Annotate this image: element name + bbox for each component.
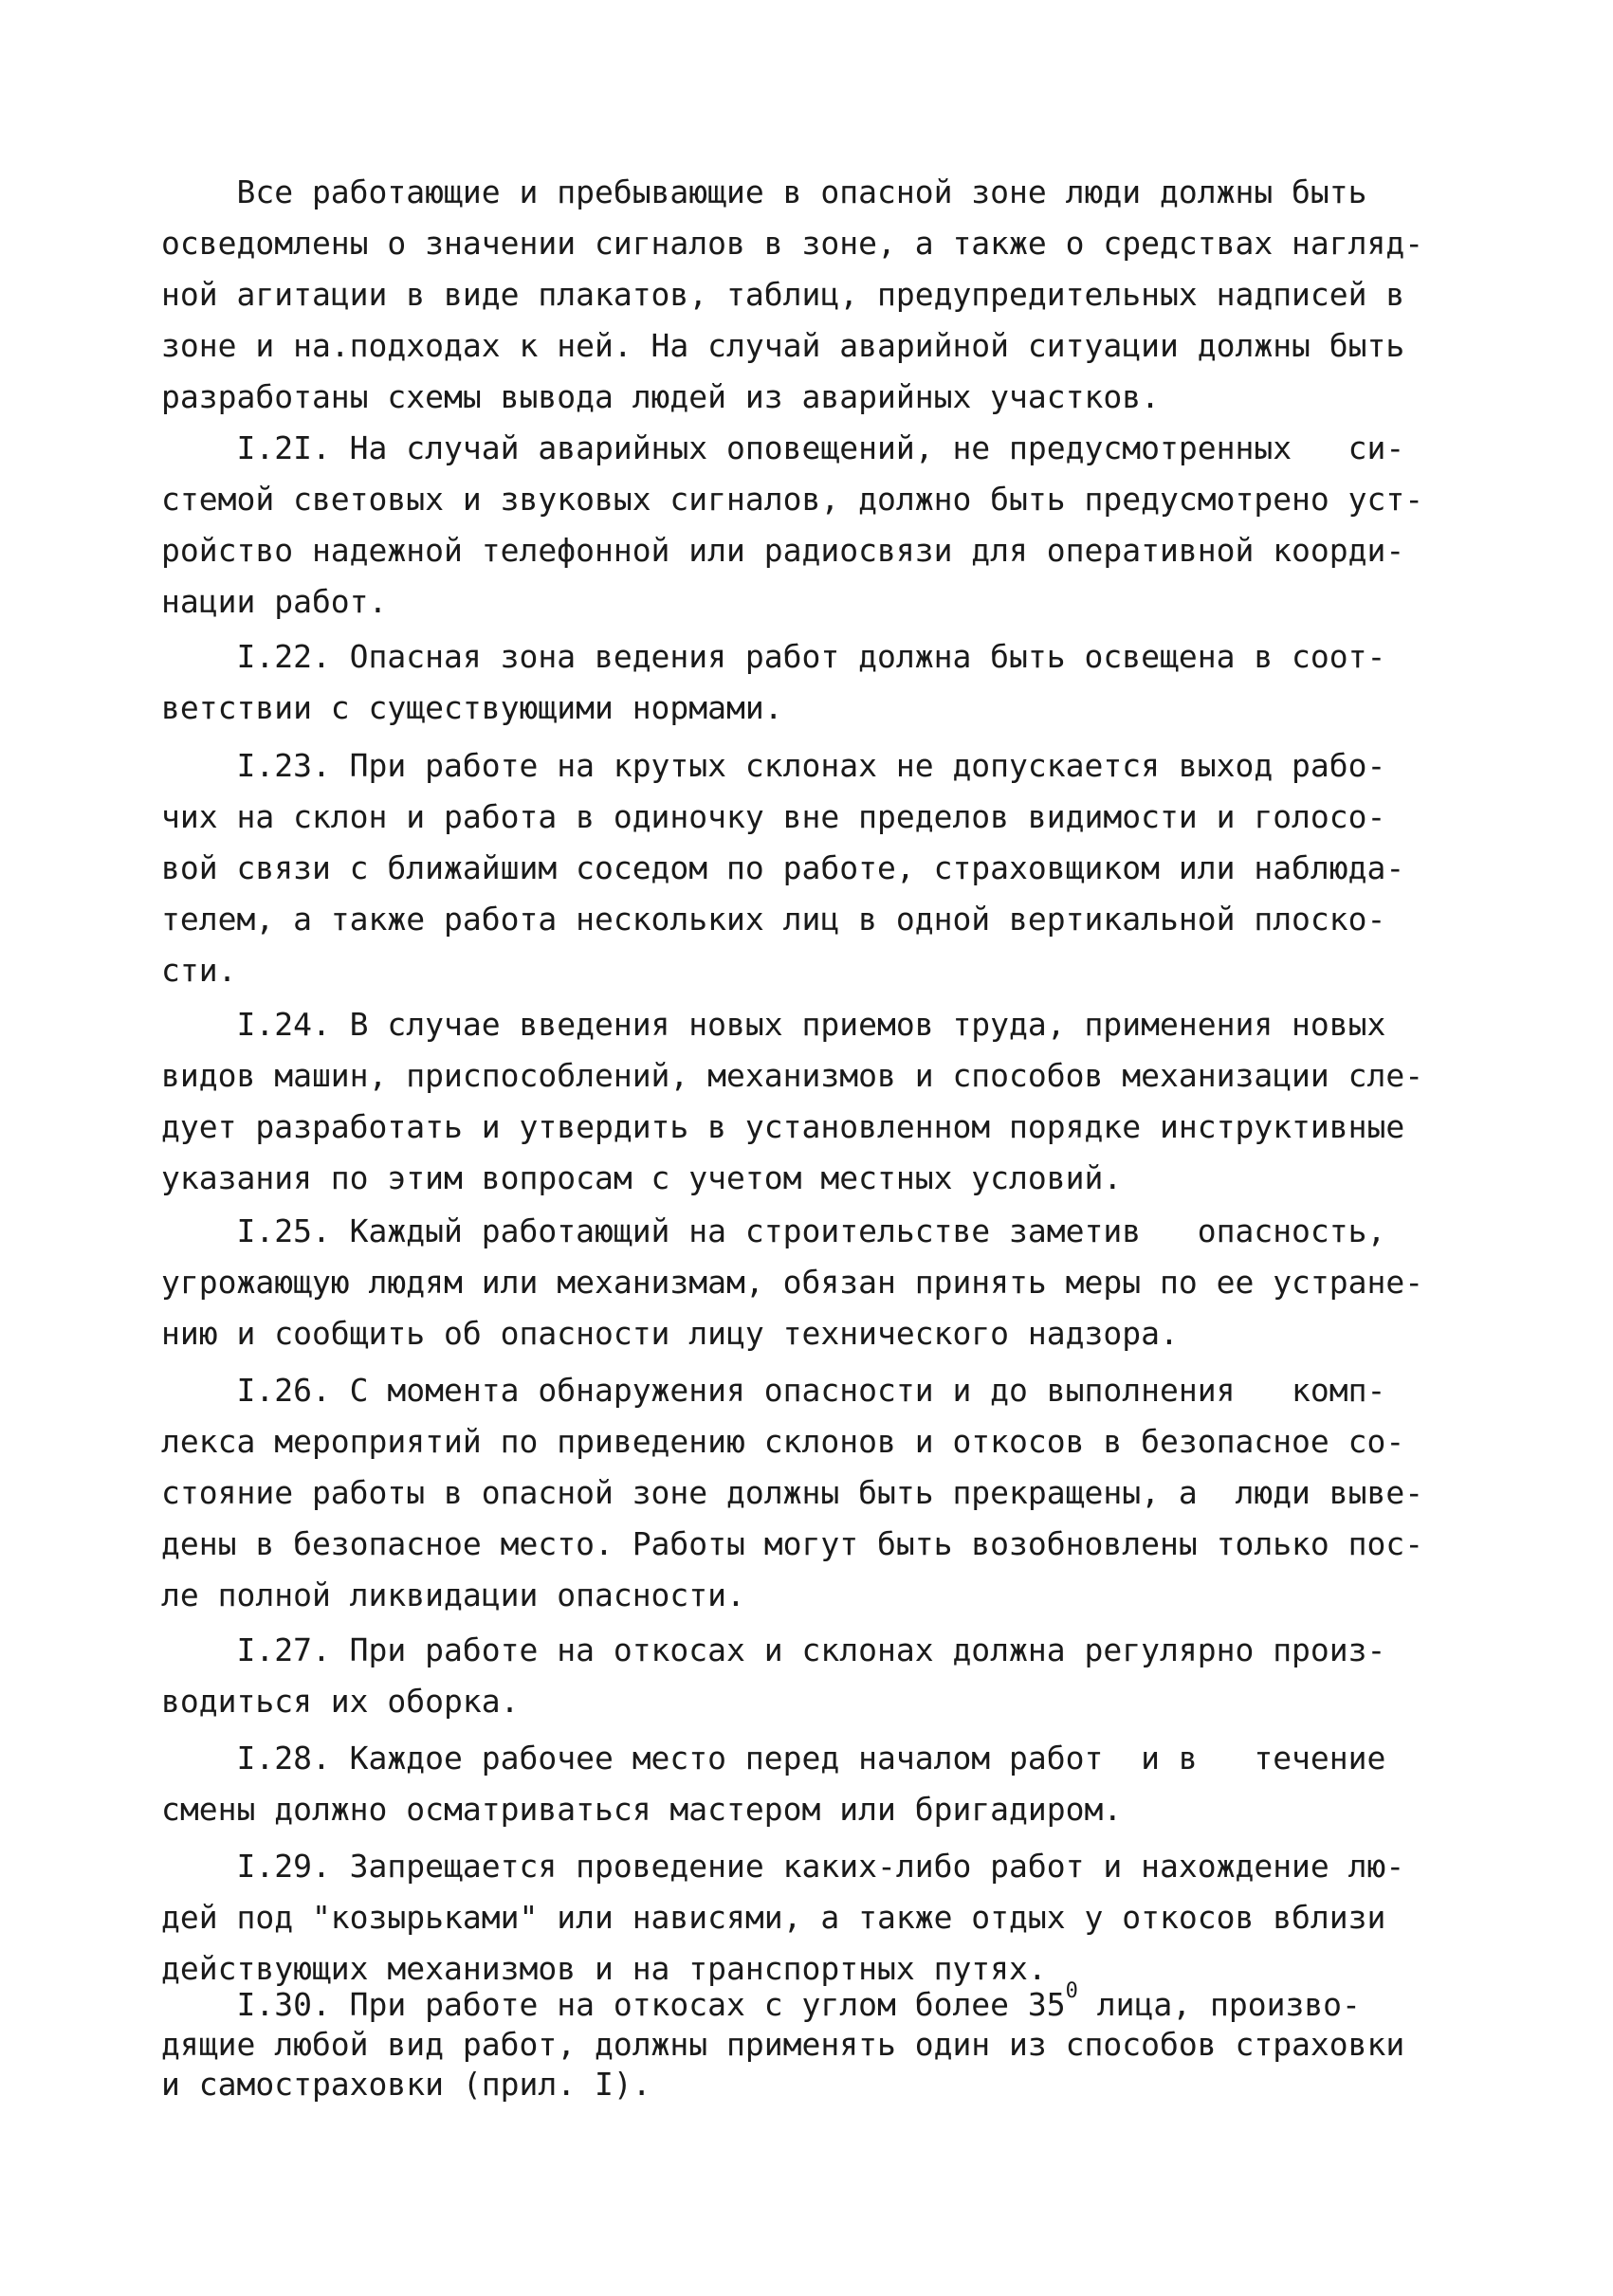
text-line: смены должно осматриваться мастером или бригадиром. [161, 1791, 1123, 1828]
paragraph-1-30 [161, 1979, 1460, 2105]
text-line: нию и сообщить об опасности лицу технического надзора. [161, 1315, 1179, 1352]
text-line: нации работ. [161, 583, 388, 620]
text-line: осведомлены о значении сигналов в зоне, а также о средствах нагляд- [161, 225, 1424, 262]
paragraph-1-23 [161, 740, 1460, 996]
text-line: I.24. В случае введения новых приемов труда, применения новых [161, 1006, 1386, 1043]
text-line: дены в безопасное место. Работы могут быть возобновлены только пос- [161, 1525, 1424, 1562]
text-line: I.25. Каждый работающий на строительстве заметив опасность, [161, 1212, 1386, 1249]
text-line: дует разработать и утвердить в установленном порядке инструктивные [161, 1108, 1405, 1145]
text-line: указания по этим вопросам с учетом местных условий. [161, 1159, 1123, 1196]
paragraph-1-22 [161, 631, 1460, 734]
paragraph-1-21 [161, 423, 1460, 628]
paragraph-1-24 [161, 999, 1460, 1204]
text-line: видов машин, приспособлений, механизмов и способов механизации сле- [161, 1057, 1424, 1094]
text-line: стемой световых и звуковых сигналов, должно быть предусмотрено уст- [161, 481, 1424, 518]
text-line: чих на склон и работа в одиночку вне пределов видимости и голосо- [161, 798, 1386, 835]
text-segment: лица, произво- [1077, 1986, 1361, 2023]
text-line: I.23. При работе на крутых склонах не допускается выход рабо- [161, 747, 1386, 784]
text-line: Все работающие и пребывающие в опасной зоне люди должны быть [161, 173, 1367, 210]
paragraph-1-26 [161, 1365, 1460, 1621]
text-line: дей под "козырьками" или нависями, а также отдых у откосов вблизи [161, 1899, 1386, 1936]
text-line: I.28. Каждое рабочее место перед началом работ и в течение [161, 1740, 1386, 1777]
text-line: действующих механизмов и на транспортных путях. [161, 1950, 1047, 1987]
text-line: I.29. Запрещается проведение каких-либо работ и нахождение лю- [161, 1848, 1405, 1885]
text-line: I.22. Опасная зона ведения работ должна быть освещена в соот- [161, 638, 1386, 675]
paragraph-intro [161, 167, 1460, 423]
text-line: I.26. С момента обнаружения опасности и до выполнения комп- [161, 1372, 1386, 1409]
text-line: зоне и на.подходах к ней. На случай аварийной ситуации должны быть [161, 327, 1405, 364]
text-line [161, 1979, 1460, 2025]
text-line: ветствии с существующими нормами. [161, 689, 783, 726]
paragraph-1-25 [161, 1206, 1460, 1359]
paragraph-1-29 [161, 1841, 1460, 1995]
text-line: угрожающую людям или механизмам, обязан принять меры по ее устране- [161, 1264, 1424, 1301]
text-segment: I.30. При работе на откосах с углом более 35 [161, 1986, 1066, 2023]
text-line: сти. [161, 952, 237, 989]
text-line: и самостраховки (прил. I). [161, 2066, 651, 2103]
text-line: телем, а также работа нескольких лиц в одной вертикальной плоско- [161, 901, 1386, 938]
degree-superscript: 0 [1065, 1979, 1078, 2003]
text-line: I.27. При работе на откосах и склонах должна регулярно произ- [161, 1631, 1386, 1668]
text-line: ройство надежной телефонной или радиосвязи для оперативной коорди- [161, 532, 1405, 569]
paragraph-1-27 [161, 1625, 1460, 1727]
text-line: I.2I. На случай аварийных оповещений, не предусмотренных си- [161, 429, 1405, 466]
text-line: лекса мероприятий по приведению склонов и откосов в безопасное со- [161, 1423, 1405, 1460]
text-line: ной агитации в виде плакатов, таблиц, предупредительных надписей в [161, 276, 1405, 313]
text-line: водиться их оборка. [161, 1683, 520, 1720]
paragraph-1-28 [161, 1733, 1460, 1835]
text-line: ле полной ликвидации опасности. [161, 1576, 745, 1613]
text-line: стояние работы в опасной зоне должны быть прекращены, а люди выве- [161, 1474, 1424, 1511]
text-line: вой связи с ближайшим соседом по работе, страховщиком или наблюда- [161, 849, 1405, 886]
text-line: дящие любой вид работ, должны применять один из способов страховки [161, 2026, 1405, 2063]
text-line: разработаны схемы вывода людей из аварийных участков. [161, 378, 1160, 415]
